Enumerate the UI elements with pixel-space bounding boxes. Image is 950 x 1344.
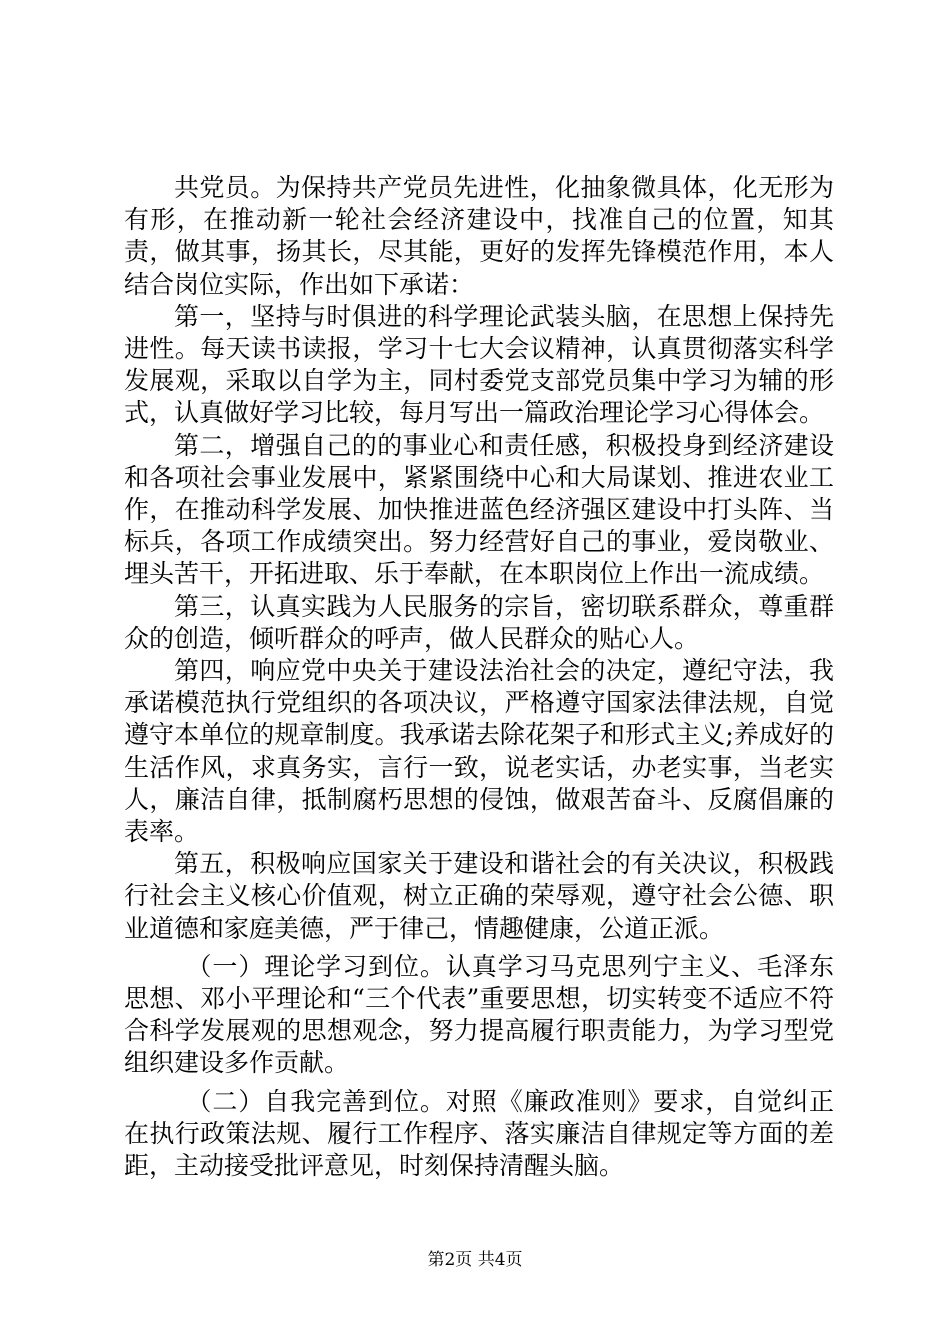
paragraph-commitment-5: 第五，积极响应国家关于建设和谐社会的有关决议，积极践行社会主义核心价值观，树立正确的荣辱观，遵守社会公德、职业道德和家庭美德，严于律己，情趣健康，公道正派。	[124, 849, 834, 943]
paragraph-commitment-3: 第三，认真实践为人民服务的宗旨，密切联系群众，尊重群众的创造，倾听群众的呼声，做人民群众的贴心人。	[124, 591, 834, 653]
paragraph-commitment-1: 第一，坚持与时俱进的科学理论武装头脑，在思想上保持先进性。每天读书读报，学习十七大会议精神，认真贯彻落实科学发展观，采取以自学为主，同村委党支部党员集中学习为辅的形式，认真做好学习比较，每月写出一篇政治理论学习心得体会。	[124, 301, 834, 428]
document-body	[124, 172, 834, 1182]
paragraph-sub-1: （一）理论学习到位。认真学习马克思列宁主义、毛泽东思想、邓小平理论和“三个代表”重要思想，切实转变不适应不符合科学发展观的思想观念，努力提高履行职责能力，为学习型党组织建设多作贡献。	[124, 951, 834, 1078]
paragraph-intro: 共党员。为保持共产党员先进性，化抽象微具体，化无形为有形，在推动新一轮社会经济建设中，找准自己的位置，知其责，做其事，扬其长，尽其能，更好的发挥先锋模范作用，本人结合岗位实际，作出如下承诺：	[124, 173, 834, 299]
page-number-footer: 第2页 共4页	[427, 1250, 523, 1270]
paragraph-commitment-4: 第四，响应党中央关于建设法治社会的决定，遵纪守法，我承诺模范执行党组织的各项决议，严格遵守国家法律法规，自觉遵守本单位的规章制度。我承诺去除花架子和形式主义;养成好的生活作风，求真务实，言行一致，说老实话，办老实事，当老实人，廉洁自律，抵制腐朽思想的侵蚀，做艰苦奋斗、反腐倡廉的表率。	[124, 656, 834, 847]
paragraph-sub-2: （二）自我完善到位。对照《廉政准则》要求，自觉纠正在执行政策法规、履行工作程序、落实廉洁自律规定等方面的差距，主动接受批评意见，时刻保持清醒头脑。	[124, 1086, 834, 1181]
paragraph-commitment-2: 第二，增强自己的的事业心和责任感，积极投身到经济建设和各项社会事业发展中，紧紧围绕中心和大局谋划、推进农业工作，在推动科学发展、加快推进蓝色经济强区建设中打头阵、当标兵，各项工作成绩突出。努力经营好自己的事业，爱岗敬业、埋头苦干，开拓进取、乐于奉献，在本职岗位上作出一流成绩。	[124, 430, 834, 589]
